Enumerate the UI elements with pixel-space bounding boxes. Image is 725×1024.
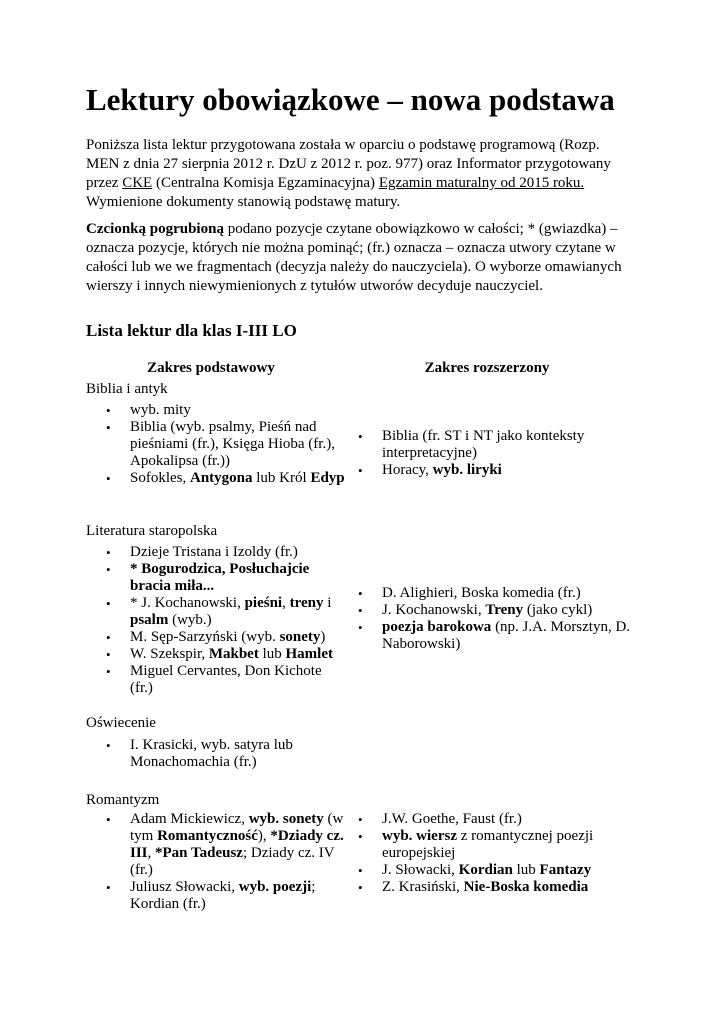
extended-list [338, 585, 648, 653]
item-text: Horacy, [382, 462, 433, 478]
bold-title-text: * Bogurodzica, Posłuchajcie bracia miła... [130, 561, 310, 594]
basic-list [86, 544, 348, 697]
item-text: (wyb.) [168, 612, 212, 628]
item-text: * J. Kochanowski, [130, 595, 245, 611]
bold-title-text: poezja barokowa [382, 619, 492, 635]
item-text: D. Alighieri, Boska komedia (fr.) [382, 585, 581, 601]
reading-list-item [338, 828, 648, 862]
legend-bold-label: Czcionką pogrubioną [86, 221, 224, 237]
bullet-icon: • [358, 429, 363, 444]
item-text: , [147, 845, 156, 861]
bullet-icon: • [106, 403, 111, 418]
item-text: Dzieje Tristana i Izoldy (fr.) [130, 544, 298, 560]
reading-list-item [86, 595, 348, 629]
basic-list [86, 811, 348, 913]
bullet-icon: • [106, 471, 111, 486]
item-text: i [323, 595, 332, 611]
item-text: ), [257, 828, 271, 844]
reading-list-item [338, 428, 648, 462]
column-header-extended: Zakres rozszerzony [424, 360, 550, 376]
section-heading-enlightenment: Oświecenie [86, 715, 156, 731]
intro-text-3: Wymienione dokumenty stanowią podstawę matury. [86, 194, 401, 210]
bullet-icon: • [106, 545, 111, 560]
reading-list-item [86, 811, 348, 879]
bullet-icon: • [106, 420, 111, 435]
item-text: (np. J.A. Morsztyn, D. Naborowski) [382, 619, 631, 652]
bullet-icon: • [358, 880, 363, 895]
item-text: wyb. mity [130, 402, 191, 418]
bullet-icon: • [358, 620, 363, 635]
bullet-icon: • [106, 664, 111, 679]
exam-info-link[interactable]: Egzamin maturalny od 2015 roku. [378, 175, 585, 191]
bold-title-text: Nie-Boska komedia [463, 879, 589, 895]
item-text: lub Król [252, 470, 311, 486]
bold-title-text: wyb. liryki [432, 462, 502, 478]
reading-list-item [338, 879, 648, 896]
item-text: lub [258, 646, 286, 662]
bullet-icon: • [358, 863, 363, 878]
reading-list-item [338, 619, 648, 653]
bold-title-text: Fantazy [539, 862, 592, 878]
list-heading: Lista lektur dla klas I-III LO [86, 321, 297, 340]
bold-title-text: wyb. wiersz [382, 828, 457, 844]
item-text: z romantycznej poezji europejskiej [382, 828, 594, 861]
item-text: ) [320, 629, 326, 645]
reading-list-item [86, 419, 348, 470]
reading-list-item [86, 470, 348, 487]
item-text: W. Szekspir, [130, 646, 209, 662]
reading-list-item [86, 737, 348, 771]
extended-list [338, 811, 648, 896]
reading-list-item [86, 646, 348, 663]
bullet-icon: • [106, 596, 111, 611]
reading-list-item [86, 663, 348, 697]
bold-title-text: Kordian [458, 862, 513, 878]
column-header-basic: Zakres podstawowy [147, 360, 275, 376]
basic-list [86, 402, 348, 487]
item-text: , [282, 595, 290, 611]
bullet-icon: • [358, 603, 363, 618]
page-title: Lektury obowiązkowe – nowa podstawa [86, 82, 615, 117]
intro-paragraph [86, 136, 636, 212]
bullet-icon: • [106, 880, 111, 895]
bullet-icon: • [358, 463, 363, 478]
bold-title-text: psalm [130, 612, 169, 628]
item-text: lub [512, 862, 540, 878]
bold-title-text: treny [289, 595, 324, 611]
bullet-icon: • [106, 738, 111, 753]
legend-text: podano pozycje czytane obowiązkowo w całości; * (gwiazdka) – oznacza pozycje, których nie można pominąć; (fr.) oznacza – oznacza utwory czytane w całości lub we we fragmentach (decyzja należy do nauczyciela). O wyborze omawianych wierszy i innych niewymienionych z tytułów utworów decyduje nauczyciel. [86, 221, 622, 294]
bold-title-text: *Pan Tadeusz [155, 845, 243, 861]
item-text: I. Krasicki, wyb. satyra lub Monachomachia (fr.) [130, 737, 293, 770]
bullet-icon: • [358, 812, 363, 827]
intro-text-2: (Centralna Komisja Egzaminacyjna) [152, 175, 379, 191]
reading-list-item [86, 879, 348, 913]
legend-paragraph [86, 220, 636, 296]
intro-text-1: Poniższa lista lektur przygotowana została w oparciu o podstawę programową (Rozp. MEN z dnia 27 sierpnia 2012 r. DzU z 2012 r. poz. 977) oraz Informator przygotowany przez [86, 137, 611, 191]
reading-list-item [86, 629, 348, 646]
section-heading-romanticism: Romantyzm [86, 792, 160, 808]
item-text: Adam Mickiewicz, [130, 811, 249, 827]
bold-title-text: Edyp [310, 470, 345, 486]
bold-title-text: Romantyczność [157, 828, 258, 844]
bullet-icon: • [106, 562, 111, 577]
bold-title-text: wyb. sonety [248, 811, 324, 827]
extended-list [338, 428, 648, 479]
reading-list-item [86, 402, 348, 419]
item-text: ; Dziady cz. IV (fr.) [130, 845, 335, 878]
bold-title-text: Antygona [190, 470, 253, 486]
reading-list-item [338, 462, 648, 479]
item-text: Juliusz Słowacki, [130, 879, 239, 895]
reading-list-item [338, 811, 648, 828]
bullet-icon: • [106, 812, 111, 827]
item-text: ; Kordian (fr.) [130, 879, 316, 912]
bullet-icon: • [358, 586, 363, 601]
reading-list-item [338, 862, 648, 879]
item-text: Miguel Cervantes, Don Kichote (fr.) [130, 663, 322, 696]
item-text: M. Sęp-Sarzyński (wyb. [130, 629, 280, 645]
reading-list-item [338, 585, 648, 602]
section-heading-antiquity: Biblia i antyk [86, 381, 168, 397]
bold-title-text: sonety [279, 629, 321, 645]
item-text: J.W. Goethe, Faust (fr.) [382, 811, 522, 827]
bold-title-text: Makbet [208, 646, 259, 662]
item-text: Biblia (fr. ST i NT jako konteksty interpretacyjne) [382, 428, 585, 461]
bold-title-text: Treny [485, 602, 524, 618]
bold-title-text: Hamlet [285, 646, 333, 662]
bold-title-text: *Dziady cz. III [130, 828, 344, 861]
item-text: Sofokles, [130, 470, 190, 486]
item-text: Biblia (wyb. psalmy, Pieśń nad pieśniami (fr.), Księga Hioba (fr.), Apokalipsa (fr.)) [130, 419, 335, 469]
item-text: (w tym [130, 811, 344, 844]
basic-list [86, 737, 348, 771]
item-text: J. Kochanowski, [382, 602, 486, 618]
bold-title-text: pieśni [244, 595, 283, 611]
reading-list-item [86, 561, 348, 595]
bullet-icon: • [106, 647, 111, 662]
item-text: J. Słowacki, [382, 862, 459, 878]
cke-link[interactable]: CKE [122, 175, 153, 191]
bullet-icon: • [106, 630, 111, 645]
bullet-icon: • [358, 829, 363, 844]
bold-title-text: wyb. poezji [238, 879, 312, 895]
item-text: Z. Krasiński, [382, 879, 464, 895]
reading-list-item [338, 602, 648, 619]
item-text: (jako cykl) [523, 602, 593, 618]
reading-list-item [86, 544, 348, 561]
section-heading-old-polish: Literatura staropolska [86, 523, 218, 539]
